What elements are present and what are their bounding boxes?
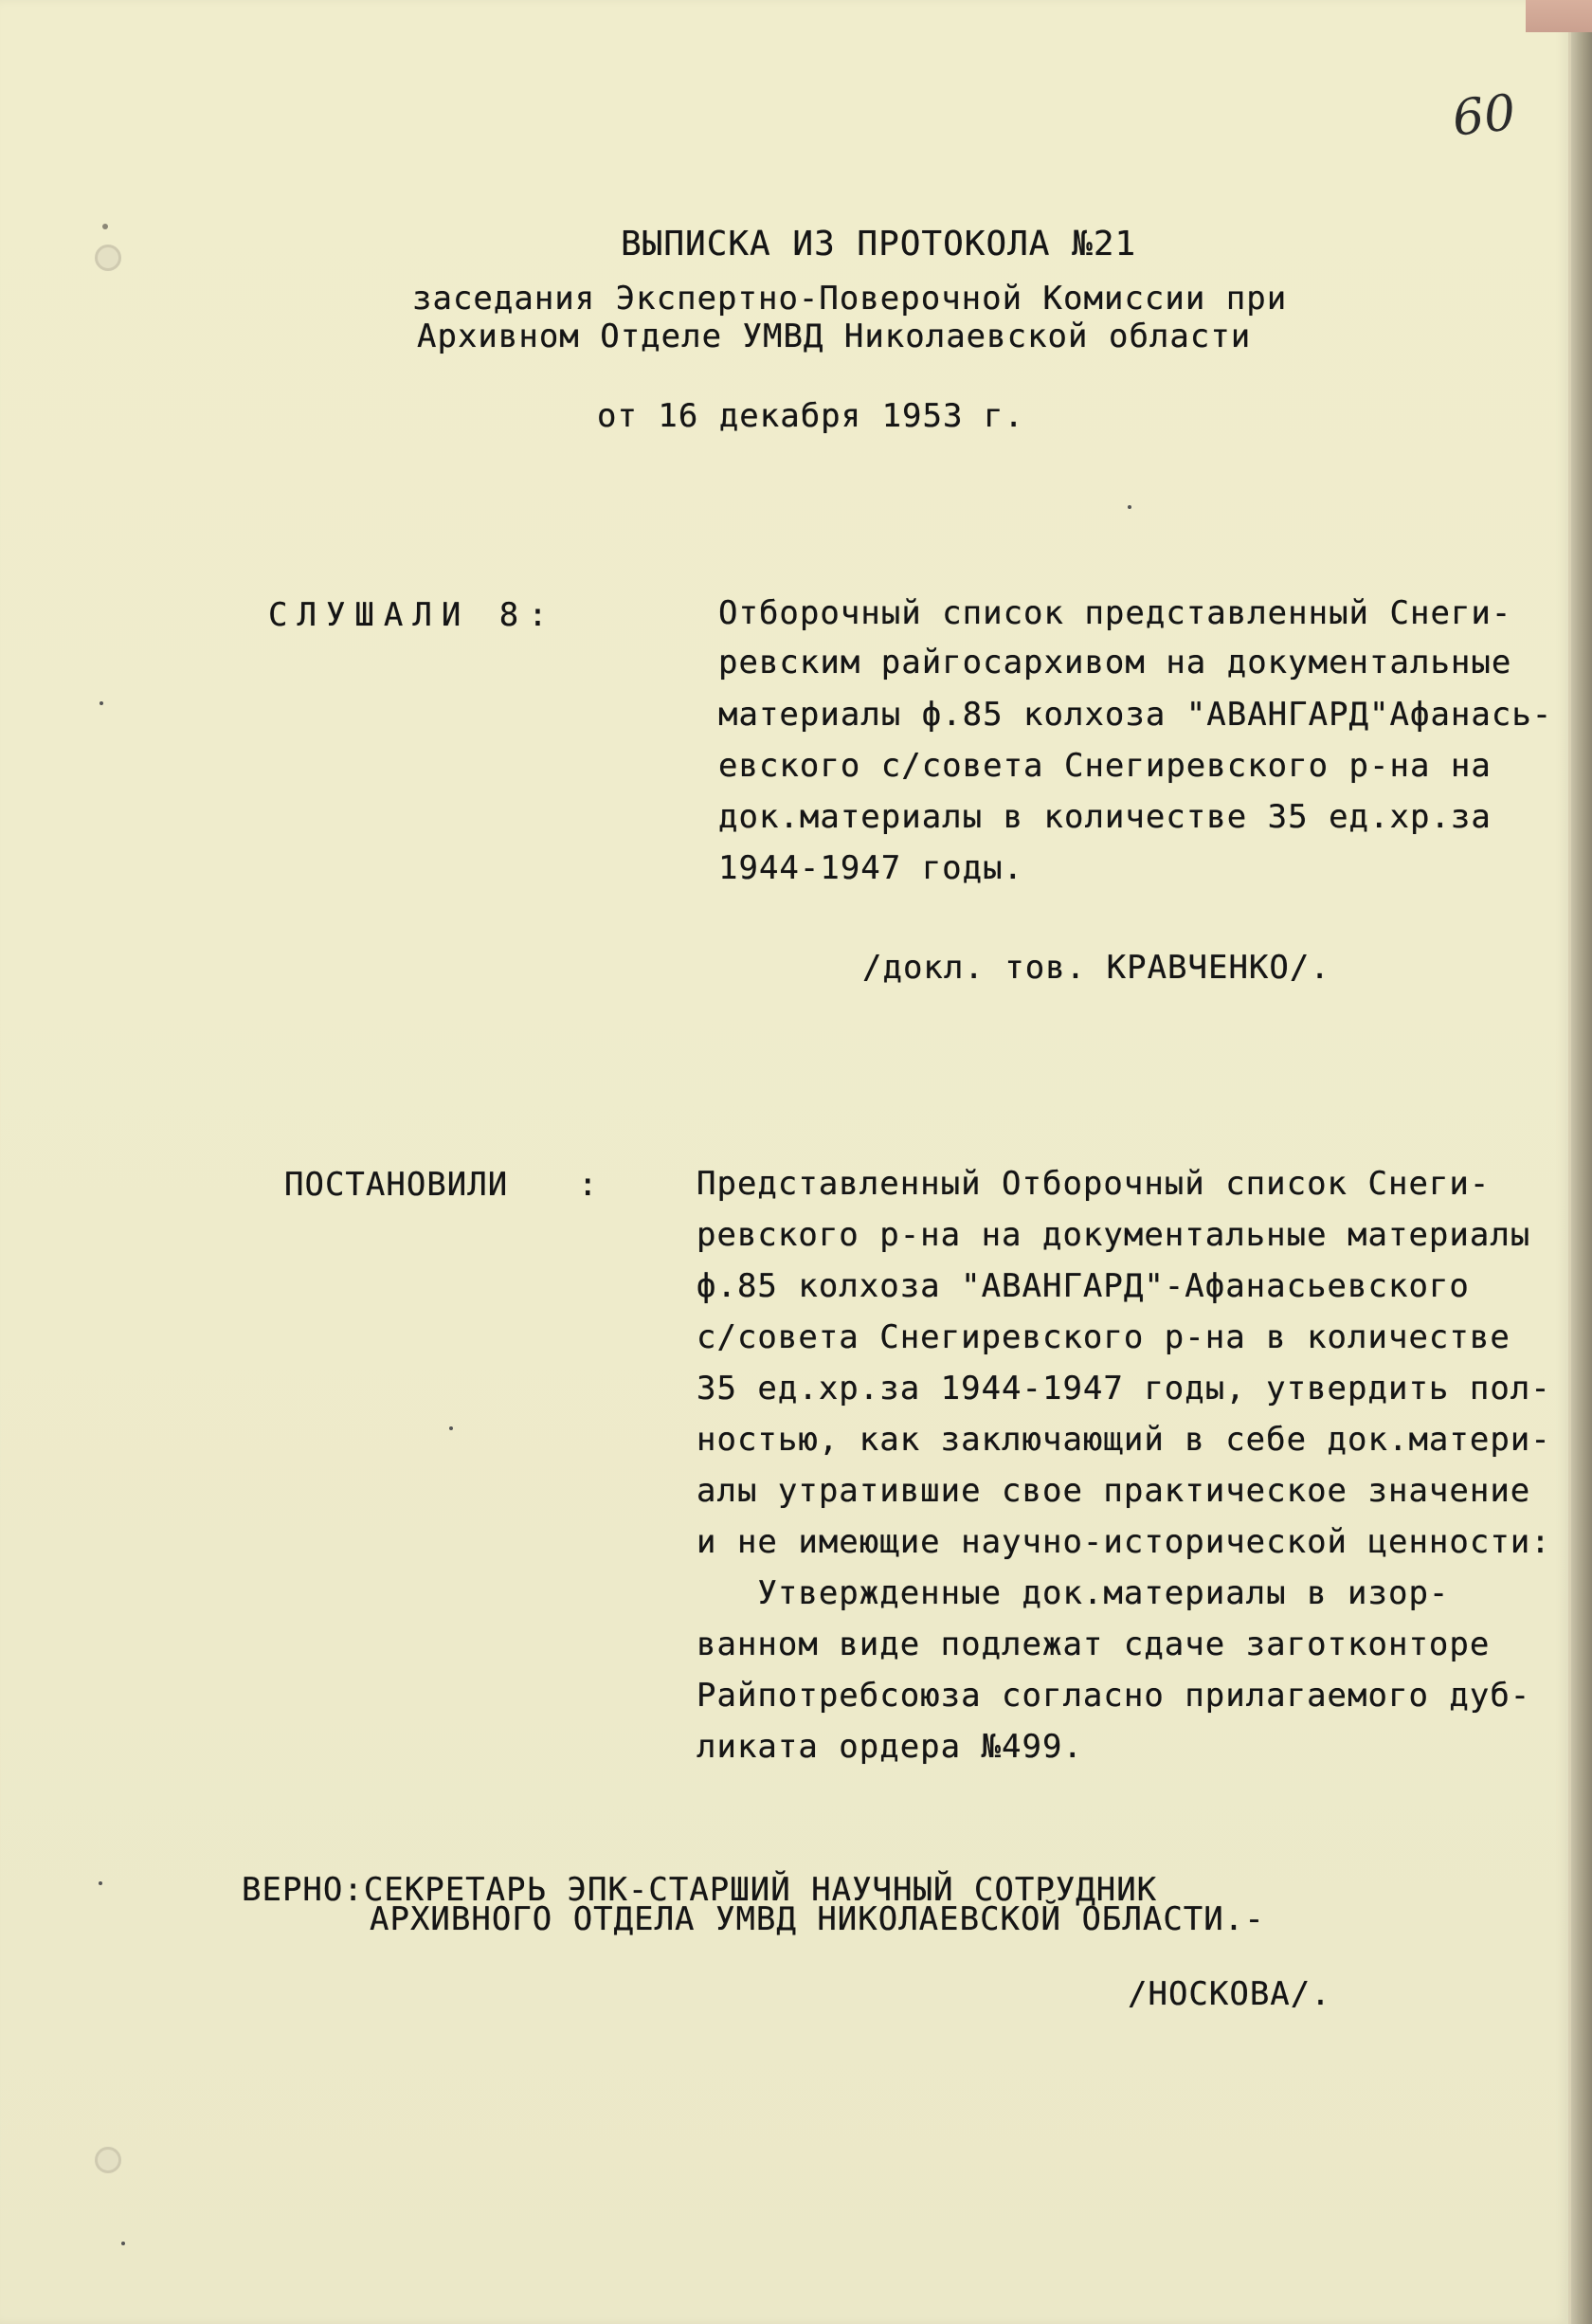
decided-line-10: ванном виде подлежат сдаче заготконторе [696,1625,1491,1663]
punch-hole-bottom [95,2147,121,2173]
certification-line-2: АРХИВНОГО ОТДЕЛА УМВД НИКОЛАЕВСКОЙ ОБЛАСТИ.- [370,1900,1265,1938]
decided-line-8: и не имеющие научно-исторической ценности: [696,1523,1551,1561]
decided-line-1: Представленный Отборочный список Снеги- [696,1165,1491,1203]
page-number: 60 [1450,84,1519,148]
decided-line-3: ф.85 колхоза "АВАНГАРД"-Афанасьевского [696,1267,1470,1305]
decided-line-12: ликата ордера №499. [696,1728,1083,1766]
document-date: от 16 декабря 1953 г. [597,397,1024,435]
heard-line-5: док.материалы в количестве 35 ед.хр.за [718,798,1492,836]
heard-line-3: материалы ф.85 колхоза "АВАНГАРД"Афанась- [718,696,1553,734]
decided-line-5: 35 ед.хр.за 1944-1947 годы, утвердить пол- [696,1370,1551,1407]
decided-line-11: Райпотребсоюза согласно прилагаемого дуб- [696,1677,1531,1715]
heard-line-1: Отборочный список представленный Снеги- [718,594,1512,632]
decided-line-7: алы утратившие свое практическое значение [696,1472,1531,1510]
paper-speck-3 [121,2242,125,2245]
page-edge-corner [1526,0,1592,32]
decided-colon: : [578,1166,599,1204]
paper-speck-1 [100,701,103,705]
punch-hole-top [95,245,121,271]
heard-line-6: 1944-1947 годы. [718,849,1024,887]
heard-label: СЛУШАЛИ 8: [268,596,557,634]
heard-line-2: ревским райгосархивом на документальные [718,644,1512,681]
decided-line-6: ностью, как заключающий в себе док.матери- [696,1421,1551,1459]
paper-speck-5 [449,1426,453,1430]
document-subtitle-line-2: Архивном Отделе УМВД Николаевской области [417,318,1252,355]
signature: /НОСКОВА/. [1128,1975,1331,2013]
heard-line-4: евского с/совета Снегиревского р-на на [718,747,1492,785]
paper-speck-2 [99,1881,102,1885]
document-subtitle-line-1: заседания Экспертно-Поверочной Комиссии при [412,280,1288,318]
punch-mark-top [102,224,108,229]
decided-line-2: ревского р-на на документальные материалы [696,1216,1531,1254]
page-edge-shadow [1571,0,1592,2324]
paper-speck-4 [1128,505,1131,509]
certification-line-1: ВЕРНО:СЕКРЕТАРЬ ЭПК-СТАРШИЙ НАУЧНЫЙ СОТРУДНИК [242,1871,1158,1909]
decided-line-9: Утвержденные док.материалы в изор- [696,1574,1450,1612]
decided-label: ПОСТАНОВИЛИ [284,1166,509,1204]
decided-line-4: с/совета Снегиревского р-на в количестве [696,1318,1511,1356]
reporter-line: /докл. тов. КРАВЧЕНКО/. [862,949,1330,987]
document-title: ВЫПИСКА ИЗ ПРОТОКОЛА №21 [621,225,1137,263]
